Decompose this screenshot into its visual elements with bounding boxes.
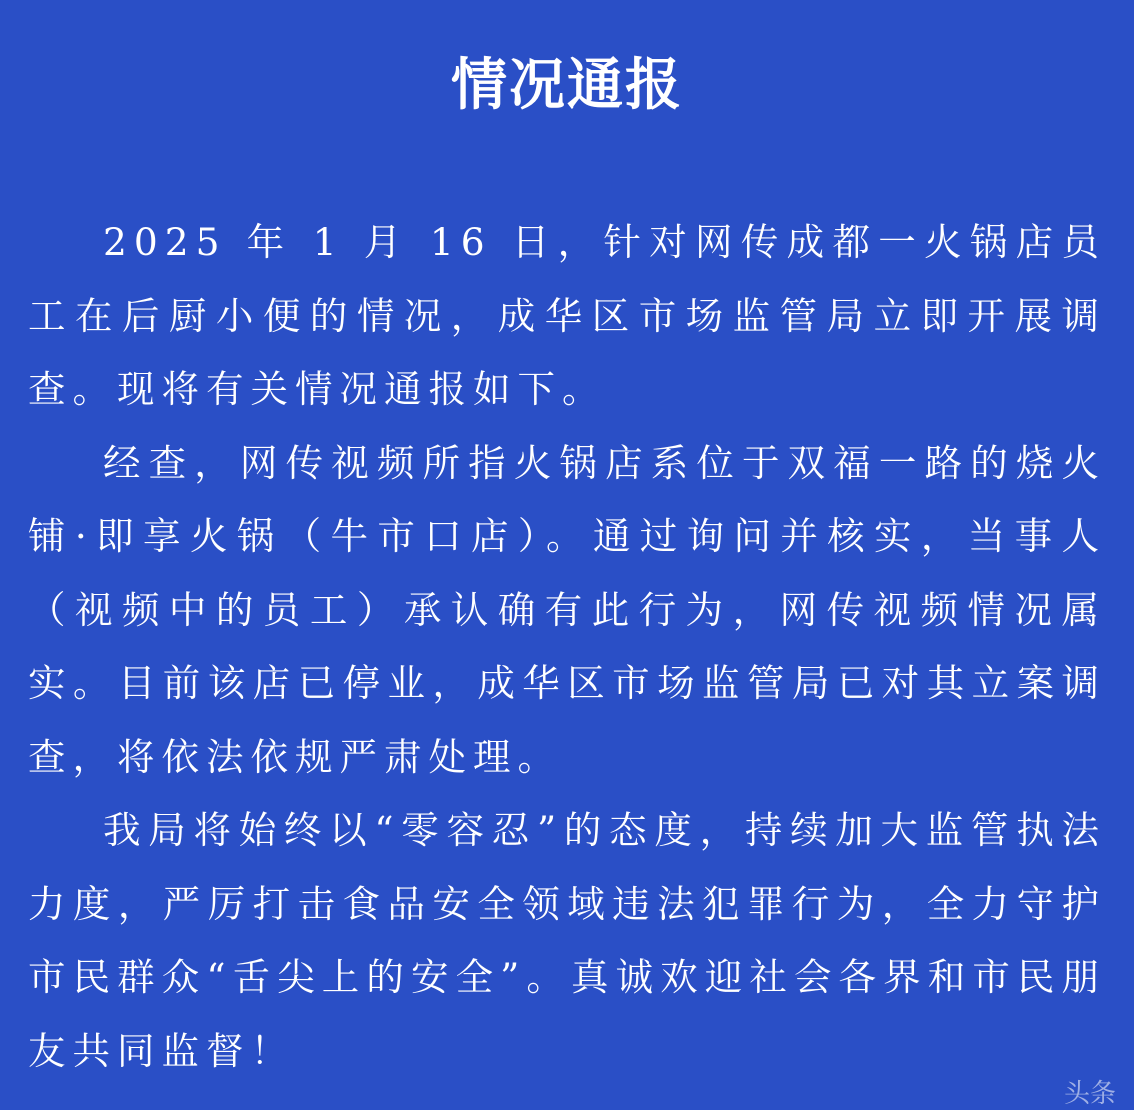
notice-title: 情况通报 <box>451 53 683 118</box>
paragraph-1: 2025 年 1 月 16 日，针对网传成都一火锅店员工在后厨小便的情况，成华区市场监管局立即开展调查。现将有关情况通报如下。 <box>28 220 1106 411</box>
paragraph-3: 我局将始终以“零容忍”的态度，持续加大监管执法力度，严厉打击食品安全领域违法犯罪行为，全力守护市民群众“舌尖上的安全”。真诚欢迎社会各界和市民朋友共同监督！ <box>28 808 1106 1073</box>
watermark: 头条 <box>1063 1079 1116 1109</box>
notice-body <box>28 206 1106 1088</box>
paragraph-2: 经查，网传视频所指火锅店系位于双福一路的烧火铺·即享火锅（牛市口店）。通过询问并核实，当事人（视频中的员工）承认确有此行为，网传视频情况属实。目前该店已停业，成华区市场监管局已对其立案调查，将依法依规严肃处理。 <box>28 440 1106 779</box>
